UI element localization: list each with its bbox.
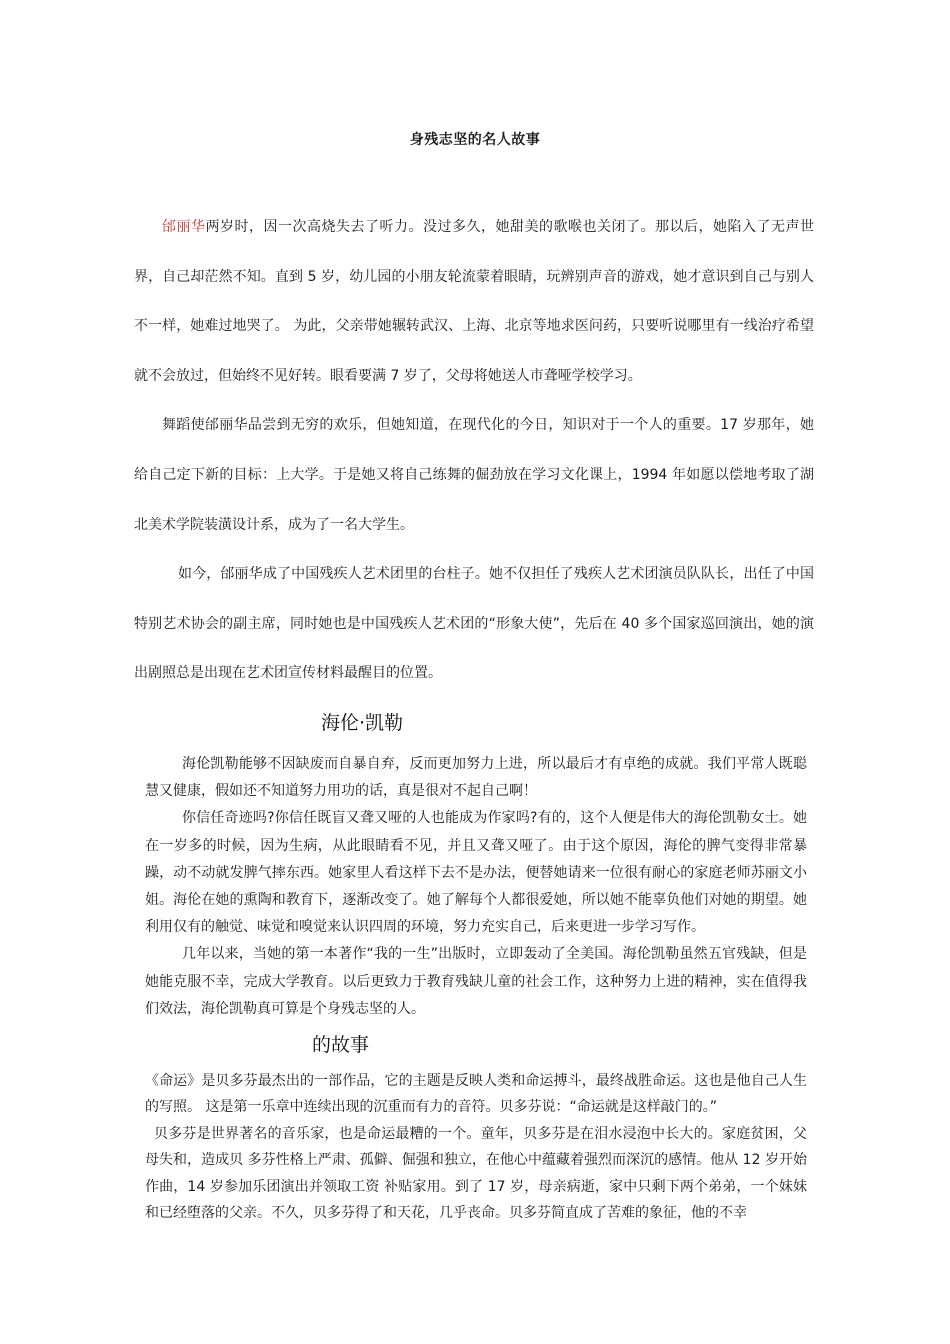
- paragraph: 海伦凯勒能够不因缺废而自暴自弃，反而更加努力上进，所以最后才有卓绝的成就。我们平常人既聪慧又健康，假如还不知道努力用功的话，真是很对不起自己啊！: [145, 756, 807, 800]
- section-heading-helen-keller: 海伦·凯勒: [321, 712, 404, 734]
- section-tai-lihua: [134, 203, 814, 699]
- paragraph: [134, 203, 814, 401]
- paragraph-text: 两岁时，因一次高烧失去了听力。没过多久，她甜美的歌喉也关闭了。那以后，她陷入了无声世界，自己却茫然不知。直到 5 岁，幼儿园的小朋友轮流蒙着眼睛，玩辨别声音的游戏，她才意识到自己与别人不一样，她难过地哭了。 为此，父亲带她辗转武汉、上海、北京等地求医问药，只要听说哪里有一线治疗希望就不会放过，但始终不见好转。眼看要满 7 岁了，父母将她送人市聋哑学校学习。: [134, 219, 814, 384]
- paragraph: 如今，邰丽华成了中国残疾人艺术团里的台柱子。她不仅担任了残疾人艺术团演员队队长，出任了中国特别艺术协会的副主席，同时她也是中国残疾人艺术团的“形象大使”，先后在 40 多个国家巡回演出，她的演出剧照总是出现在艺术团宣传材料最醒目的位置。: [134, 566, 814, 682]
- paragraph: 几年以来，当她的第一本著作“我的一生”出版时，立即轰动了全美国。海伦凯勒虽然五官残缺，但是她能克服不幸，完成大学教育。以后更致力于教育残缺儿童的社会工作，这种努力上进的精神，实在值得我们效法，海伦凯勒真可算是个身残志坚的人。: [145, 946, 807, 1017]
- paragraph: 你信任奇迹吗?你信任既盲又聋又哑的人也能成为作家吗?有的，这个人便是伟大的海伦凯勒女士。她在一岁多的时候，因为生病，从此眼睛看不见，并且又聋又哑了。由于这个原因，海伦的脾气变得非常暴躁，动不动就发脾气摔东西。她家里人看这样下去不是办法，便替她请来一位很有耐心的家庭老师苏丽文小姐。海伦在她的熏陶和教育下，逐渐改变了。她了解每个人都很爱她，所以她不能辜负他们对她的期望。她利用仅有的触觉、味觉和嗅觉来认识四周的环境，努力充实自己，后来更进一步学习写作。: [145, 810, 807, 936]
- paragraph: 贝多芬是世界著名的音乐家，也是命运最糟的一个。童年，贝多芬是在泪水浸泡中长大的。家庭贫困，父母失和，造成贝 多芬性格上严肃、孤僻、倔强和独立，在他心中蕴藏着强烈而深沉的感情。他从 12 岁开始作曲，14 岁参加乐团演出并领取工资 补贴家用。到了 17 岁，母亲病逝，家中只剩下两个弟弟，一个妹妹和已经堕落的父亲。不久，贝多芬得了和天花，几乎丧命。贝多芬简直成了苦难的象征，他的不幸: [145, 1125, 807, 1222]
- paragraph: 《命运》是贝多芬最杰出的一部作品，它的主题是反映人类和命运搏斗，最终战胜命运。这也是他自己人生的写照。 这是第一乐章中连续出现的沉重而有力的音符。贝多芬说：“命运就是这样敲门的。”: [145, 1073, 807, 1116]
- section-beethoven: [145, 1068, 807, 1226]
- section-helen-keller: [145, 751, 807, 1023]
- document-title: 身残志坚的名人故事: [409, 132, 541, 148]
- paragraph: 舞蹈使邰丽华品尝到无穷的欢乐，但她知道，在现代化的今日，知识对于一个人的重要。17 岁那年，她给自己定下新的目标：上大学。于是她又将自己练舞的倔劲放在学习文化课上，1994 年如愿以偿地考取了湖北美术学院装潢设计系，成为了一名大学生。: [134, 417, 814, 533]
- section-heading-story: 的故事: [312, 1034, 370, 1056]
- highlighted-name: 邰丽华: [162, 219, 206, 235]
